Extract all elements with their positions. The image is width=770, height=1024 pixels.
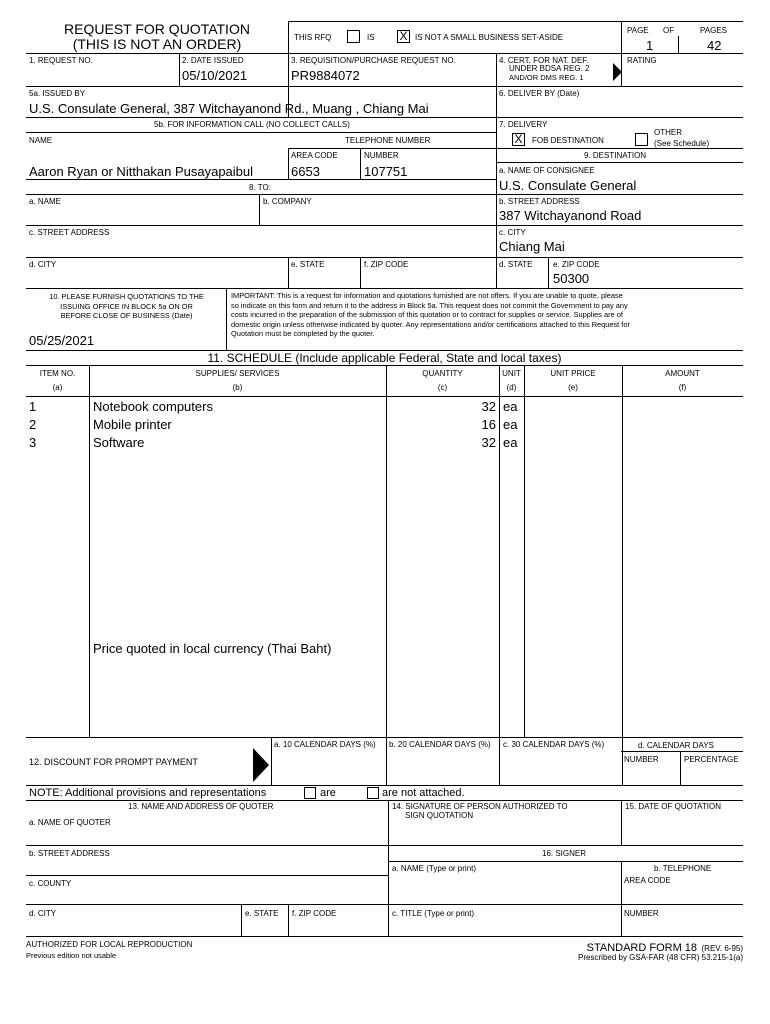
rule — [26, 785, 743, 786]
rule — [26, 86, 743, 87]
block10-line-2: ISSUING OFFICE IN BLOCK 5a ON OR — [60, 301, 193, 311]
rule — [288, 148, 496, 149]
col-header-unit-price — [524, 367, 622, 395]
signer-label: 16. SIGNER — [542, 849, 587, 858]
rule — [496, 162, 743, 163]
are-label: are — [320, 787, 336, 799]
are-not-checkbox[interactable] — [367, 787, 379, 799]
rule — [26, 936, 743, 937]
discount-number-label: NUMBER — [624, 755, 659, 764]
row-desc: Software — [93, 435, 145, 450]
to-name-label: a. NAME — [29, 197, 62, 206]
discount-20-label: b. 20 CALENDAR DAYS (%) — [389, 740, 491, 749]
quoter-block-label: 13. NAME AND ADDRESS OF QUOTER — [128, 802, 274, 811]
signer-name-label: a. NAME (Type or print) — [392, 864, 477, 873]
rule — [388, 861, 743, 862]
rule — [26, 132, 496, 133]
title-line-1: REQUEST FOR QUOTATION — [64, 21, 250, 37]
quote-date-label: 15. DATE OF QUOTATION — [625, 802, 722, 811]
rule — [26, 179, 496, 180]
col-name: QUANTITY — [422, 369, 463, 378]
col-name: AMOUNT — [665, 369, 700, 378]
rule — [680, 751, 681, 785]
quoter-state-label: e. STATE — [245, 909, 279, 918]
dest-city-label: c. CITY — [499, 228, 526, 237]
cert-label-3: AND/OR DMS REG. 1 — [509, 73, 584, 82]
number-label: NUMBER — [364, 151, 399, 160]
rule — [259, 194, 260, 225]
calendar-days-label: d. CALENDAR DAYS — [638, 741, 714, 750]
rule — [26, 225, 743, 226]
row-qty: 16 — [481, 417, 496, 432]
title-line-2: (THIS IS NOT AN ORDER) — [72, 36, 242, 52]
important-notice — [231, 291, 741, 339]
col-name: SUPPLIES/ SERVICES — [195, 369, 280, 378]
rule — [26, 800, 743, 801]
rule — [179, 53, 180, 86]
quoter-name-label: a. NAME OF QUOTER — [29, 818, 111, 827]
signature-label-2: SIGN QUOTATION — [405, 811, 474, 820]
important-line-5: Quotation must be completed by the quoter. — [231, 329, 375, 339]
requisition-label: 3. REQUISITION/PURCHASE REQUEST NO. — [291, 56, 456, 65]
footer-prescribed: Prescribed by GSA-FAR (48 CFR) 53.215-1(a) — [578, 953, 743, 962]
signer-area-code-label: AREA CODE — [624, 876, 671, 885]
footer-authorized: AUTHORIZED FOR LOCAL REPRODUCTION — [26, 940, 193, 949]
fob-checkbox[interactable]: X — [512, 133, 525, 146]
rule — [360, 148, 361, 179]
note-prefix: NOTE: Additional provisions and representations — [29, 787, 267, 799]
row-unit: ea — [503, 417, 518, 432]
rule — [621, 861, 622, 936]
rule — [26, 53, 743, 54]
rule — [89, 365, 90, 737]
col-header-unit — [499, 367, 524, 395]
issued-by-value: U.S. Consulate General, 387 Witchayanond Rd., Muang , Chiang Mai — [29, 101, 429, 116]
destination-label: 9. DESTINATION — [584, 151, 647, 160]
name-label: NAME — [29, 136, 53, 145]
requisition-value: PR9884072 — [291, 68, 360, 83]
rule — [26, 396, 743, 397]
col-code: (d) — [506, 383, 517, 392]
col-header-quantity — [386, 367, 499, 395]
other-checkbox[interactable] — [635, 133, 648, 146]
area-code-label: AREA CODE — [291, 151, 338, 160]
rule — [26, 904, 743, 905]
rule — [621, 751, 743, 752]
row-qty: 32 — [481, 399, 496, 414]
row-qty: 32 — [481, 435, 496, 450]
date-issued-label: 2. DATE ISSUED — [182, 56, 244, 65]
form-revision: (REV. 6-95) — [701, 944, 743, 953]
to-company-label: b. COMPANY — [263, 197, 312, 206]
to-label: 8. TO: — [249, 183, 271, 192]
signer-number-label: NUMBER — [624, 909, 659, 918]
rule — [288, 904, 289, 936]
block10-line-1: 10. PLEASE FURNISH QUOTATIONS TO THE — [49, 292, 204, 301]
consignee-value: U.S. Consulate General — [499, 178, 637, 193]
discount-label: 12. DISCOUNT FOR PROMPT PAYMENT — [29, 757, 198, 767]
discount-10-label: a. 10 CALENDAR DAYS (%) — [274, 740, 376, 749]
col-name: UNIT PRICE — [550, 369, 596, 378]
row-item: 3 — [29, 435, 37, 450]
rule — [621, 800, 622, 845]
of-label: OF — [663, 26, 675, 35]
pages-total: 42 — [707, 38, 722, 53]
dest-state-label: d. STATE — [499, 260, 533, 269]
dest-street-value: 387 Witchayanond Road — [499, 208, 642, 223]
other-sub-label: (See Schedule) — [654, 139, 710, 148]
rule — [288, 148, 289, 179]
is-not-label: IS NOT A SMALL BUSINESS SET-ASIDE — [415, 33, 564, 42]
is-checkbox[interactable] — [347, 30, 360, 43]
to-street-label: c. STREET ADDRESS — [29, 228, 110, 237]
row-item: 1 — [29, 399, 37, 414]
is-label: IS — [367, 33, 375, 42]
row-desc: Mobile printer — [93, 417, 172, 432]
rule — [548, 257, 549, 288]
is-not-checkbox[interactable]: X — [397, 30, 410, 43]
important-line-4: domestic origin unless otherwise indicated by quoter. Any representations and/or certifications attached to this Request for — [231, 319, 630, 329]
this-rfq-label: THIS RFQ — [294, 33, 332, 42]
col-code: (f) — [678, 383, 687, 392]
rule — [496, 148, 743, 149]
currency-note: Price quoted in local currency (Thai Baht) — [93, 641, 332, 656]
rule — [288, 257, 289, 288]
rule — [360, 257, 361, 288]
pages-label: PAGES — [700, 26, 727, 35]
rule — [678, 36, 679, 53]
dest-zip-value: 50300 — [553, 271, 590, 286]
fob-label: FOB DESTINATION — [532, 136, 604, 145]
block10-line-3: BEFORE CLOSE OF BUSINESS (Date) — [60, 311, 193, 321]
phone-number-value: 107751 — [364, 164, 408, 179]
col-name: UNIT — [502, 369, 521, 378]
page-number: 1 — [646, 38, 654, 53]
rule — [26, 288, 743, 289]
to-city-label: d. CITY — [29, 260, 57, 269]
are-not-label: are not attached. — [382, 787, 465, 799]
rule — [26, 194, 496, 195]
form-name: STANDARD FORM 18 — [586, 942, 698, 954]
rule — [496, 53, 497, 288]
other-label: OTHER — [654, 128, 682, 137]
discount-percentage-label: PERCENTAGE — [684, 755, 739, 764]
dest-zip-label: e. ZIP CODE — [553, 260, 600, 269]
col-header-item — [26, 367, 89, 395]
consignee-label: a. NAME OF CONSIGNEE — [499, 166, 595, 175]
rule — [241, 904, 242, 936]
row-desc: Notebook computers — [93, 399, 213, 414]
form-title — [26, 22, 288, 52]
rule — [288, 21, 743, 22]
request-no-label: 1. REQUEST NO. — [29, 56, 93, 65]
rule — [226, 288, 227, 350]
col-code: (b) — [232, 383, 243, 392]
quoter-zip-label: f. ZIP CODE — [292, 909, 337, 918]
discount-arrow-icon — [253, 748, 269, 782]
block10-label — [29, 292, 224, 321]
signer-telephone-label: b. TELEPHONE — [654, 864, 712, 873]
rule — [388, 800, 389, 936]
area-code-value: 6653 — [291, 164, 320, 179]
rule — [26, 875, 388, 876]
discount-30-label: c. 30 CALENDAR DAYS (%) — [503, 740, 605, 749]
col-header-amount — [622, 367, 743, 395]
date-issued-value: 05/10/2021 — [182, 68, 248, 83]
signature-label-1: 14. SIGNATURE OF PERSON AUTHORIZED TO — [392, 802, 568, 811]
quoter-city-label: d. CITY — [29, 909, 57, 918]
issued-by-label: 5a. ISSUED BY — [29, 89, 86, 98]
cert-label-2: UNDER BDSA REG. 2 — [509, 64, 590, 73]
important-line-1: IMPORTANT: This is a request for information and quotations furnished are not offers. If you are unable to quote, please — [231, 291, 623, 300]
quoter-street-label: b. STREET ADDRESS — [29, 849, 110, 858]
rule — [496, 194, 743, 195]
important-line-2: so indicate on this form and return it to the address in Block 5a. This request does not commit the Government to pay any — [231, 300, 628, 310]
info-call-label: 5b. FOR INFORMATION CALL (NO COLLECT CALLS) — [154, 120, 350, 129]
important-line-3: costs incurred in the preparation of the submission of this quotation or to contract for supplies or service. Supplies are of — [231, 310, 623, 320]
cert-arrow-icon — [613, 63, 622, 81]
footer-previous: Previous edition not usable — [26, 951, 117, 960]
col-code: (e) — [568, 383, 578, 392]
delivery-label: 7. DELIVERY — [499, 120, 548, 129]
rule — [26, 845, 388, 846]
telephone-label: TELEPHONE NUMBER — [345, 136, 431, 145]
rating-label: RATING — [627, 56, 657, 65]
are-checkbox[interactable] — [304, 787, 316, 799]
dest-city-value: Chiang Mai — [499, 239, 565, 254]
rule — [271, 737, 272, 785]
rule — [524, 365, 525, 737]
col-code: (a) — [52, 383, 63, 392]
to-zip-label: f. ZIP CODE — [364, 260, 409, 269]
deliver-by-label: 6. DELIVER BY (Date) — [499, 89, 580, 98]
rule — [388, 845, 743, 846]
col-code: (c) — [437, 383, 448, 392]
row-unit: ea — [503, 435, 518, 450]
col-name: ITEM NO. — [39, 369, 76, 378]
rule — [622, 365, 623, 785]
row-unit: ea — [503, 399, 518, 414]
rule — [26, 117, 743, 118]
contact-name: Aaron Ryan or Nitthakan Pusayapaibul — [29, 164, 254, 179]
schedule-title: 11. SCHEDULE (Include applicable Federal, State and local taxes) — [207, 351, 562, 365]
to-state-label: e. STATE — [291, 260, 325, 269]
rule — [499, 365, 500, 785]
quote-due-date: 05/25/2021 — [29, 333, 95, 348]
dest-street-label: b. STREET ADDRESS — [499, 197, 580, 206]
page-label: PAGE — [627, 26, 649, 35]
col-header-supplies — [89, 367, 386, 395]
quoter-county-label: c. COUNTY — [29, 879, 72, 888]
row-item: 2 — [29, 417, 37, 432]
rule — [26, 365, 743, 366]
rule — [26, 257, 743, 258]
cert-label-1: 4. CERT. FOR NAT. DEF. — [499, 56, 589, 65]
rule — [26, 737, 743, 738]
signer-title-label: c. TITLE (Type or print) — [392, 909, 475, 918]
